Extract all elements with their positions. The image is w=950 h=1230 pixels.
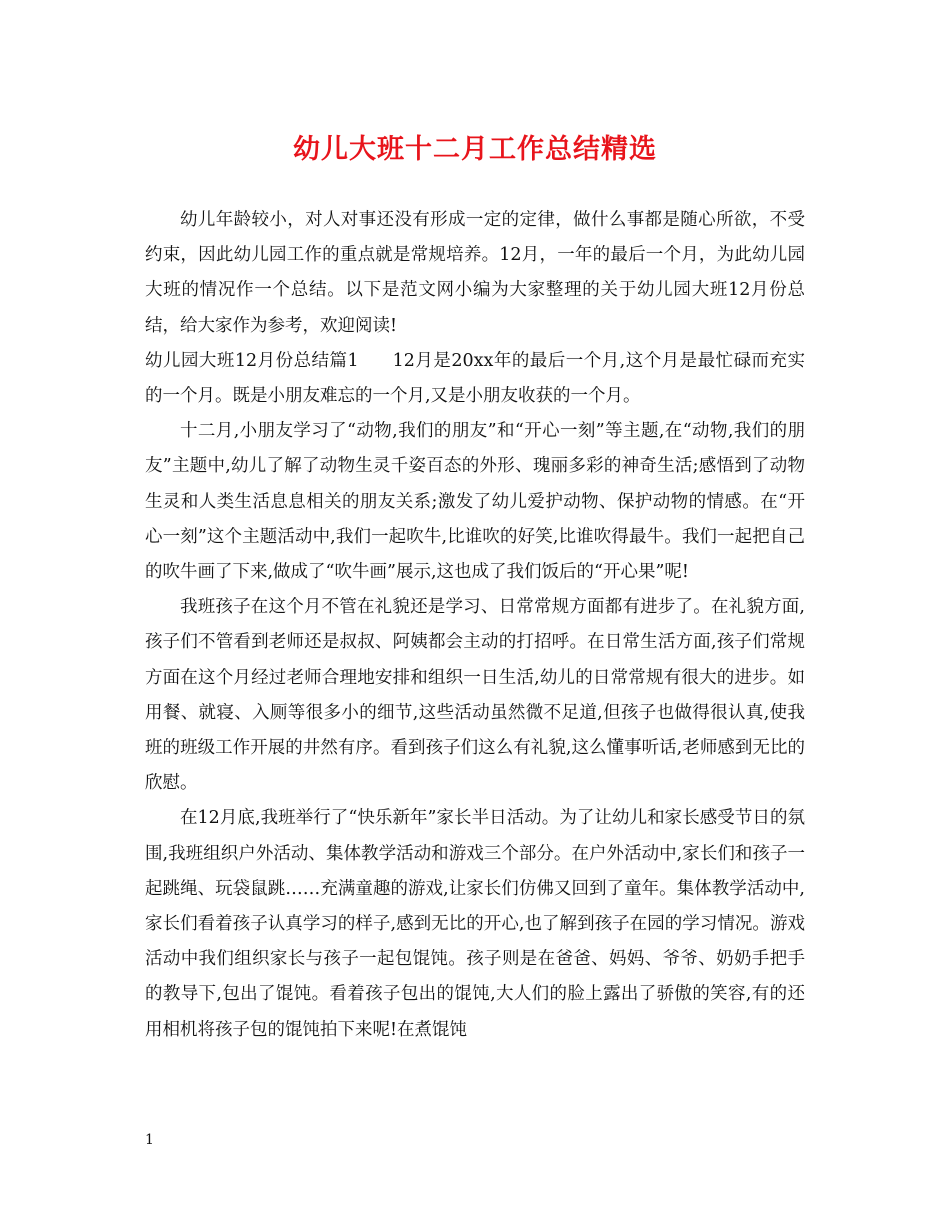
section-paragraph (145, 344, 805, 414)
document-body (145, 203, 805, 1048)
section-heading: 幼儿园大班12月份总结篇1 (145, 350, 359, 371)
document-title: 幼儿大班十二月工作总结精选 (293, 134, 657, 165)
section-lead: 12月是20xx年的最后一个月,这个月是最忙碌而充实的一个月。既是小朋友难忘的一个月,又是小朋友收获的一个月。 (145, 350, 806, 407)
body-paragraph: 我班孩子在这个月不管在礼貌还是学习、日常常规方面都有进步了。在礼貌方面,孩子们不管看到老师还是叔叔、阿姨都会主动的打招呼。在日常生活方面,孩子们常规方面在这个月经过老师合理地安排和组织一日生活,幼儿的日常常规有很大的进步。如用餐、就寝、入厕等很多小的细节,这些活动虽然微不足道,但孩子也做得很认真,使我班的班级工作开展的井然有序。看到孩子们这么有礼貌,这么懂事听话,老师感到无比的欣慰。 (145, 597, 805, 794)
intro-paragraph: 幼儿年龄较小，对人对事还没有形成一定的定律，做什么事都是随心所欲，不受约束，因此幼儿园工作的重点就是常规培养。12月，一年的最后一个月，为此幼儿园大班的情况作一个总结。以下是范文网小编为大家整理的关于幼儿园大班12月份总结，给大家作为参考，欢迎阅读! (145, 210, 805, 336)
body-paragraph: 十二月,小朋友学习了“动物,我们的朋友”和“开心一刻”等主题,在“动物,我们的朋友”主题中,幼儿了解了动物生灵千姿百态的外形、瑰丽多彩的神奇生活;感悟到了动物生灵和人类生活息息相关的朋友关系;激发了幼儿爱护动物、保护动物的情感。在“开心一刻”这个主题活动中,我们一起吹牛,比谁吹的好笑,比谁吹得最牛。我们一起把自己的吹牛画了下来,做成了“吹牛画”展示,这也成了我们饭后的“开心果”呢! (145, 421, 805, 583)
body-paragraph: 在12月底,我班举行了“快乐新年”家长半日活动。为了让幼儿和家长感受节日的氛围,我班组织户外活动、集体教学活动和游戏三个部分。在户外活动中,家长们和孩子一起跳绳、玩袋鼠跳……充满童趣的游戏,让家长们仿佛又回到了童年。集体教学活动中,家长们看着孩子认真学习的样子,感到无比的开心,也了解到孩子在园的学习情况。游戏活动中我们组织家长与孩子一起包馄饨。孩子则是在爸爸、妈妈、爷爷、奶奶手把手的教导下,包出了馄饨。看着孩子包出的馄饨,大人们的脸上露出了骄傲的笑容,有的还用相机将孩子包的馄饨拍下来呢!在煮馄饨 (145, 808, 805, 1040)
page-number: 1 (145, 1132, 154, 1148)
